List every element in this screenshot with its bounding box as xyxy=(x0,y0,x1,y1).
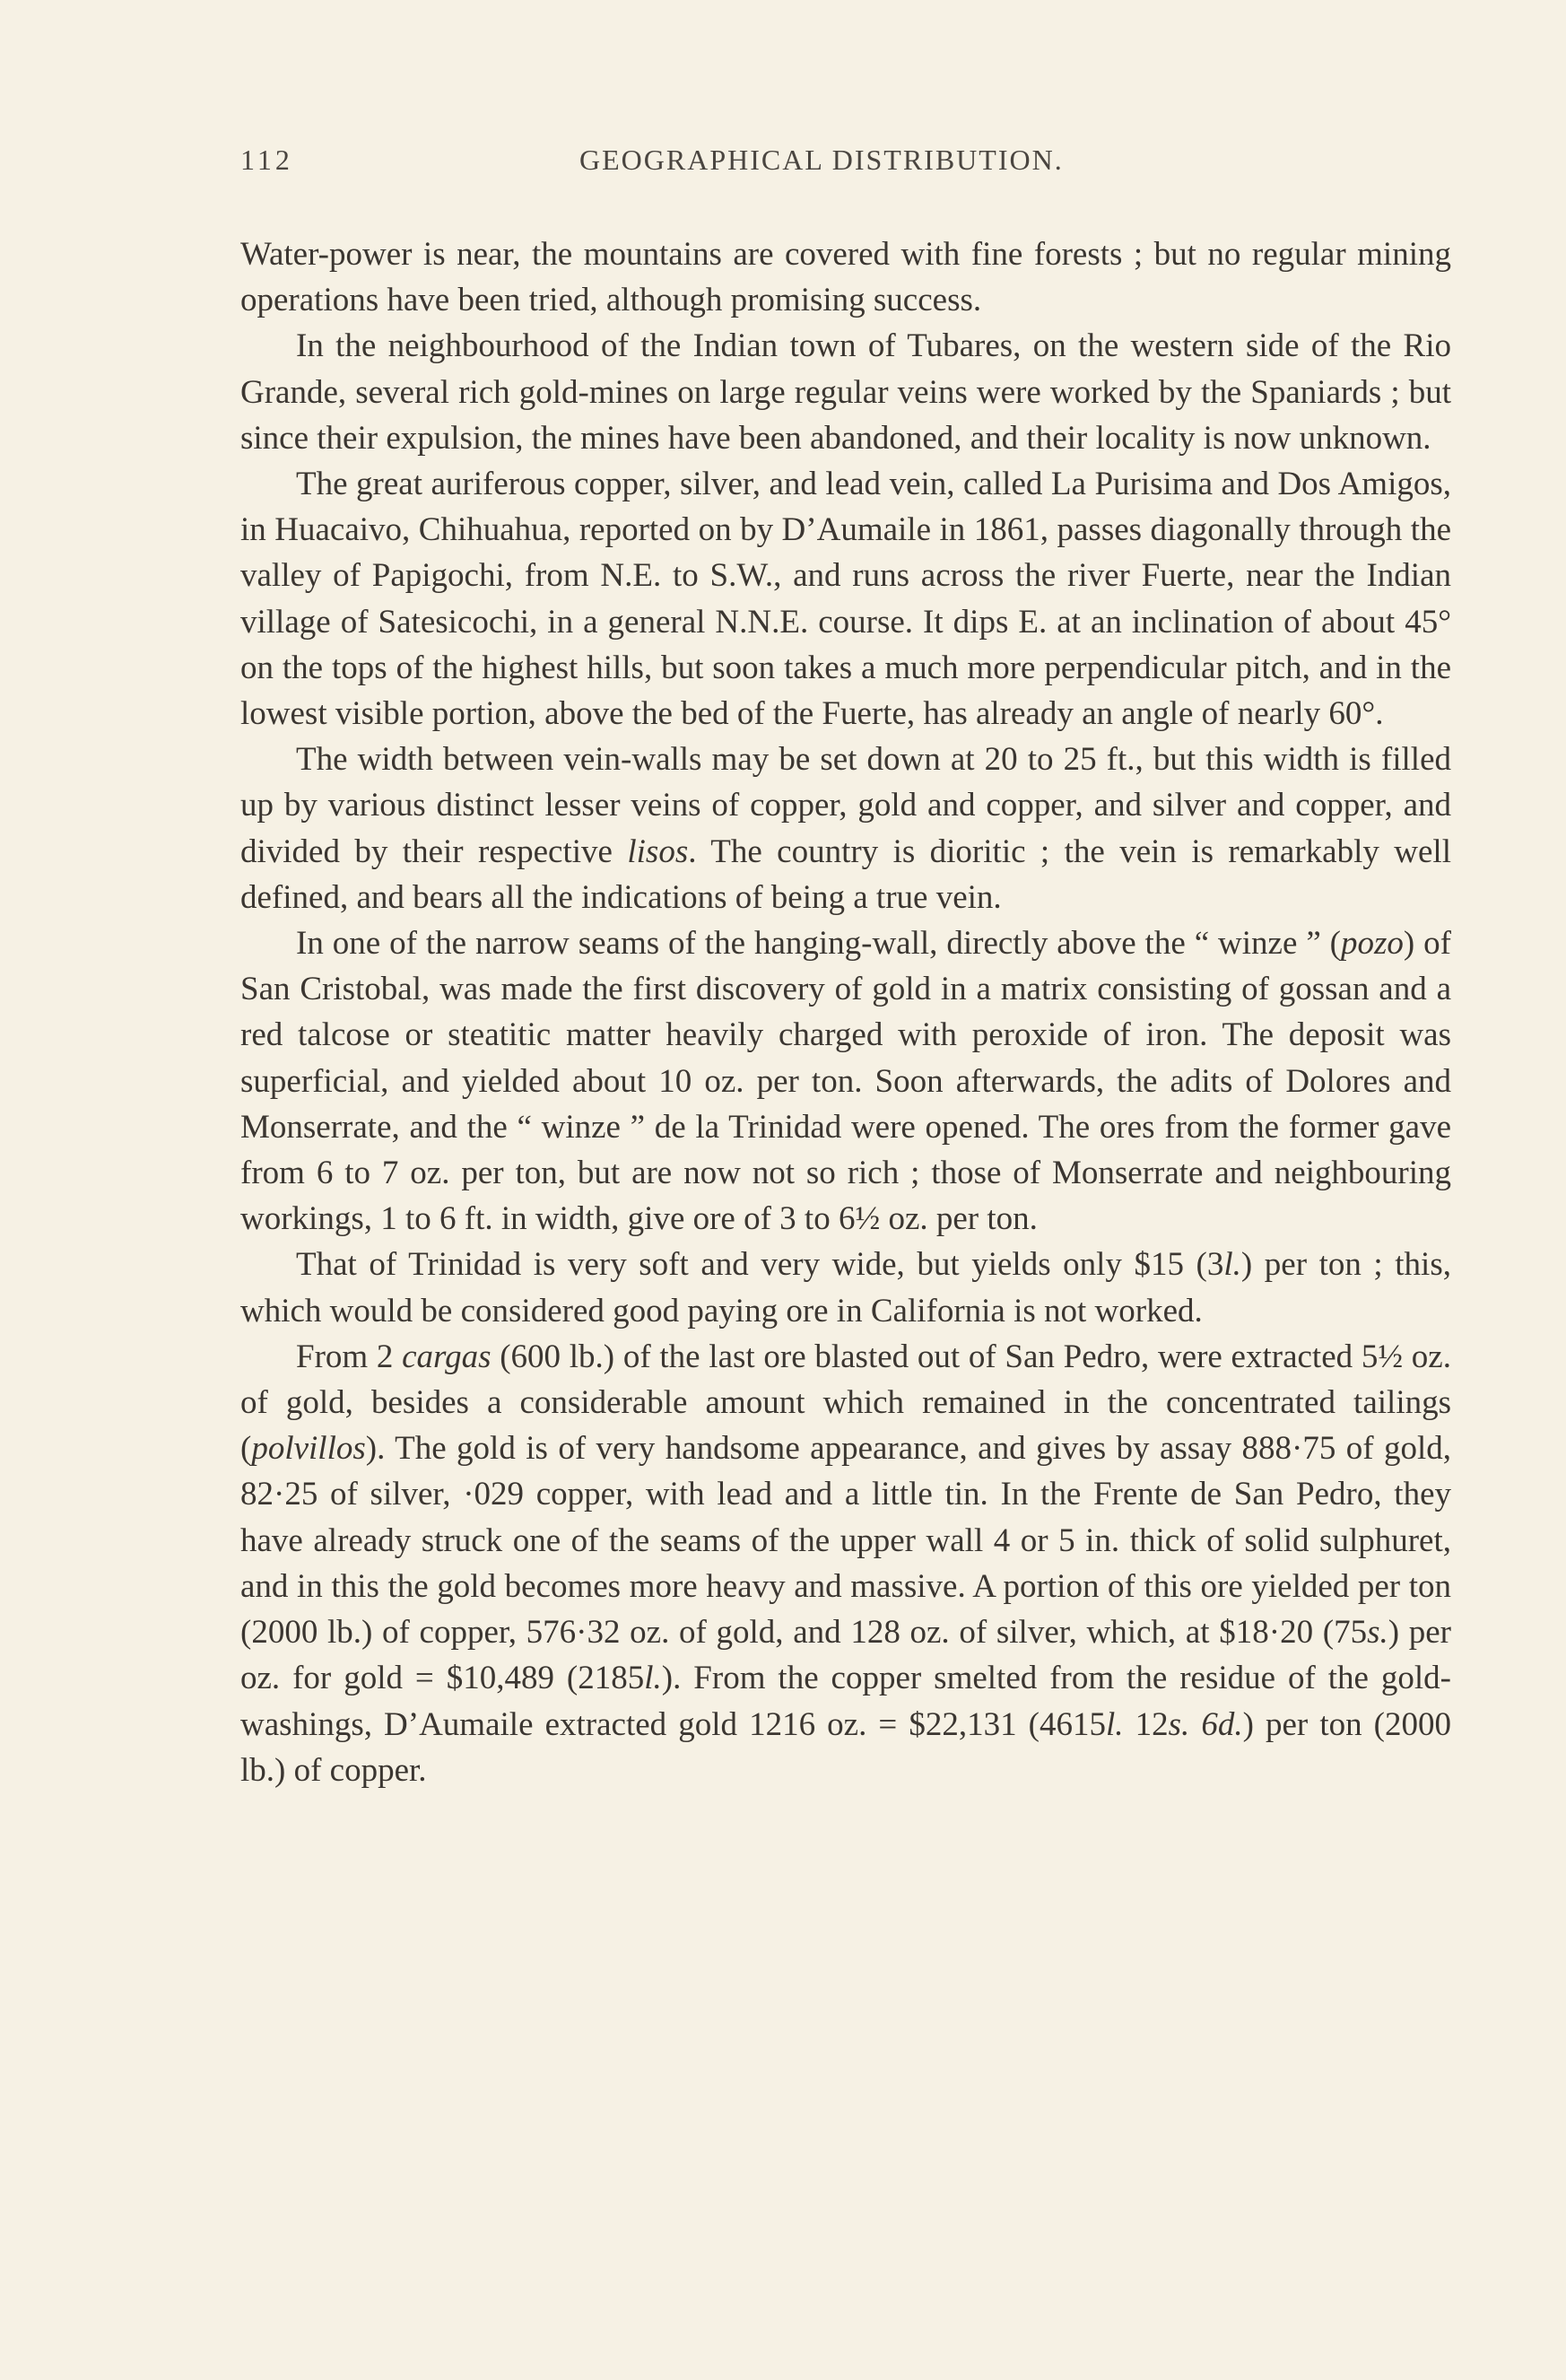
text-run: From 2 xyxy=(296,1338,403,1375)
italic-text: l. xyxy=(1106,1705,1124,1743)
text-run: . The country is dioritic ; the vein is remarkably well defined, and bears all the indications of being a true vein. xyxy=(240,833,1451,916)
text-run: (600 lb.) of the last ore blasted out of San Pedro, were extracted 5½ oz. of gold, besides a considerable amount which remained in the concentrated tailings ( xyxy=(240,1338,1451,1468)
page-number: 112 xyxy=(240,144,293,176)
text-run: In the neighbourhood of the Indian town of Tubares, on the western side of the Rio Grande, several rich gold-mines on large regular veins were worked by the Spaniards ; but since their expulsion, the mines have been abandoned, and their locality is now unknown. xyxy=(240,327,1451,457)
text-run xyxy=(1189,1706,1201,1743)
paragraph xyxy=(240,231,1451,323)
text-run: Water-power is near, the mountains are covered with fine forests ; but no regular mining operations have been tried, although promising success. xyxy=(240,236,1451,319)
italic-text: s. xyxy=(1367,1614,1388,1652)
italic-text: s. xyxy=(1168,1705,1190,1743)
paragraph xyxy=(240,920,1451,1242)
italic-text: l. xyxy=(644,1660,662,1697)
running-title: GEOGRAPHICAL DISTRIBUTION. xyxy=(579,144,1064,176)
italic-text: pozo xyxy=(1341,925,1404,963)
text-run: ) per oz. for gold = $10,489 (2185 xyxy=(240,1614,1451,1697)
running-head xyxy=(240,133,1451,187)
paragraph xyxy=(240,1334,1451,1793)
italic-text: cargas xyxy=(402,1338,492,1375)
text-run: ) of San Cristobal, was made the first discovery of gold in a matrix consisting of gossan and a red talcose or steatitic matter heavily charged with peroxide of iron. The deposit was superficial, and yielded about 10 oz. per ton. Soon afterwards, the adits of Dolores and Monserrate, and the “ winze ” de la Trinidad were opened. The ores from the former gave from 6 to 7 oz. per ton, but are now not so rich ; those of Monserrate and neighbouring workings, 1 to 6 ft. in width, give ore of 3 to 6½ oz. per ton. xyxy=(240,925,1451,1238)
italic-text: 6d. xyxy=(1201,1705,1243,1743)
text-run: ). The gold is of very handsome appearance, and gives by assay 888·75 of gold, 82·25 of silver, ·029 copper, with lead and a little tin. In the Frente de San Pedro, they have already struck one of the seams of the upper wall 4 or 5 in. thick of solid sulphuret, and in this the gold becomes more heavy and massive. A portion of this ore yielded per ton (2000 lb.) of copper, 576·32 oz. of gold, and 128 oz. of silver, which, at $18·20 (75 xyxy=(240,1430,1451,1652)
italic-text: polvillos xyxy=(251,1430,366,1468)
italic-text: lisos xyxy=(627,833,689,870)
text-run: The great auriferous copper, silver, and lead vein, called La Purisima and Dos Amigos, in Huacaivo, Chihuahua, reported on by D’Aumaile in 1861, passes diagonally through the valley of Papigochi, from N.E. to S.W., and runs across the river Fuerte, near the Indian village of Satesicochi, in a general N.N.E. course. It dips E. at an inclination of about 45° on the tops of the highest hills, but soon takes a much more perpendicular pitch, and in the lowest visible portion, above the bed of the Fuerte, has already an angle of nearly 60°. xyxy=(240,466,1451,733)
paragraph xyxy=(240,737,1451,920)
text-run: That of Trinidad is very soft and very wide, but yields only $15 (3 xyxy=(296,1246,1224,1284)
paragraph xyxy=(240,323,1451,461)
body-text xyxy=(240,231,1451,1793)
text-run: In one of the narrow seams of the hanging-wall, directly above the “ winze ” ( xyxy=(296,925,1341,963)
text-run: 12 xyxy=(1123,1705,1169,1743)
text-run: ). From the copper smelted from the residue of the gold-washings, D’Aumaile extracted gold 1216 oz. = $22,131 (4615 xyxy=(240,1660,1451,1743)
text-run: ) per ton ; this, which would be considered good paying ore in California is not worked. xyxy=(240,1246,1451,1329)
italic-text: l. xyxy=(1223,1246,1241,1284)
book-page xyxy=(240,133,1451,1793)
text-run: ) per ton (2000 lb.) of copper. xyxy=(240,1705,1451,1789)
text-run: The width between vein-walls may be set down at 20 to 25 ft., but this width is filled up by various distinct lesser veins of copper, gold and copper, and silver and copper, and divided by their respective xyxy=(240,741,1451,870)
paragraph xyxy=(240,1242,1451,1333)
paragraph xyxy=(240,461,1451,737)
